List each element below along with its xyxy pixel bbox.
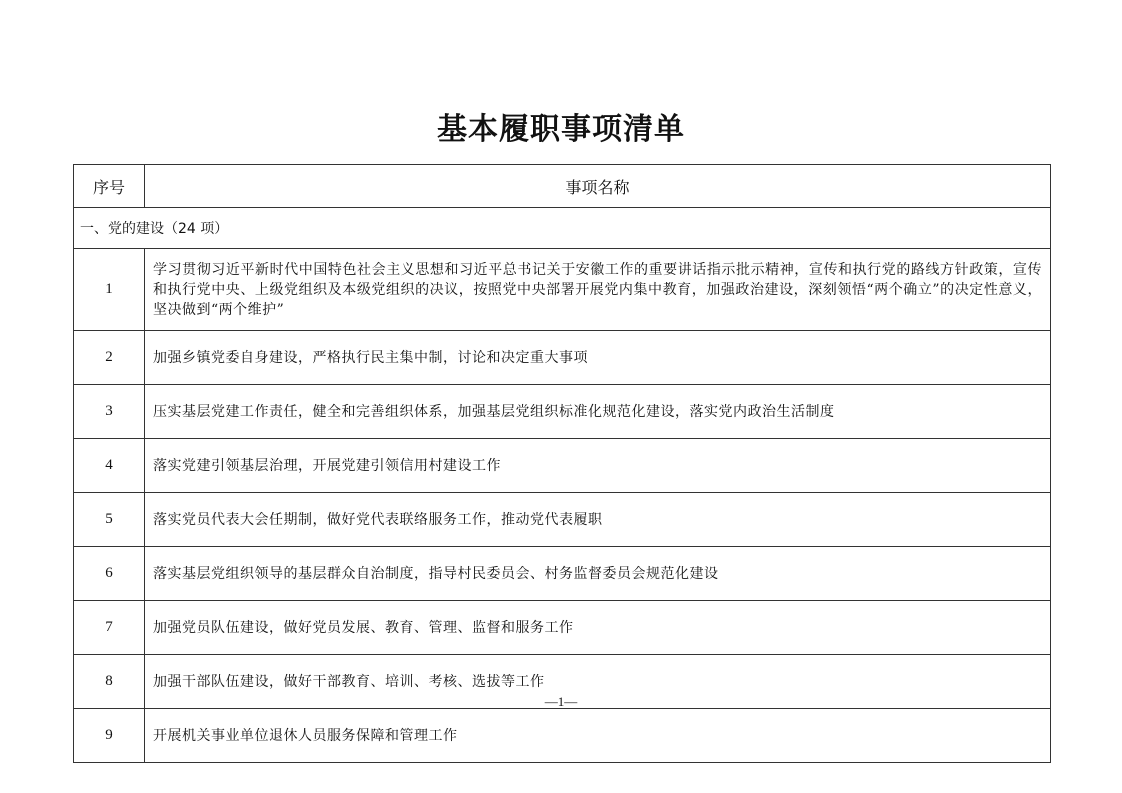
page-number: —1— bbox=[544, 694, 578, 709]
item-number: 1 bbox=[74, 249, 145, 331]
item-text: 加强干部队伍建设，做好干部教育、培训、考核、选拔等工作 bbox=[145, 655, 1051, 709]
item-text: 加强党员队伍建设，做好党员发展、教育、管理、监督和服务工作 bbox=[145, 601, 1051, 655]
item-text: 落实党员代表大会任期制，做好党代表联络服务工作，推动党代表履职 bbox=[145, 493, 1051, 547]
item-number: 9 bbox=[74, 709, 145, 763]
item-number: 6 bbox=[74, 547, 145, 601]
item-text: 学习贯彻习近平新时代中国特色社会主义思想和习近平总书记关于安徽工作的重要讲话指示批示精神，宣传和执行党的路线方针政策，宣传和执行党中央、上级党组织及本级党组织的决议，按照党中央部署开展党内集中教育，加强政治建设，深刻领悟“两个确立”的决定性意义，坚决做到“两个维护” bbox=[145, 249, 1051, 331]
item-number: 7 bbox=[74, 601, 145, 655]
table-row bbox=[74, 601, 1051, 655]
item-text: 压实基层党建工作责任，健全和完善组织体系，加强基层党组织标准化规范化建设，落实党内政治生活制度 bbox=[145, 385, 1051, 439]
header-number: 序号 bbox=[74, 165, 145, 208]
table-row bbox=[74, 493, 1051, 547]
duty-list-table bbox=[73, 164, 1051, 763]
item-number: 2 bbox=[74, 331, 145, 385]
section-title: 一、党的建设（24 项） bbox=[74, 208, 1051, 249]
item-text: 加强乡镇党委自身建设，严格执行民主集中制，讨论和决定重大事项 bbox=[145, 331, 1051, 385]
item-number: 8 bbox=[74, 655, 145, 709]
table-row bbox=[74, 547, 1051, 601]
table-row bbox=[74, 249, 1051, 331]
page-title: 基本履职事项清单 bbox=[437, 112, 685, 147]
item-text: 落实基层党组织领导的基层群众自治制度，指导村民委员会、村务监督委员会规范化建设 bbox=[145, 547, 1051, 601]
table-row bbox=[74, 331, 1051, 385]
table-row bbox=[74, 385, 1051, 439]
item-text: 落实党建引领基层治理，开展党建引领信用村建设工作 bbox=[145, 439, 1051, 493]
header-name: 事项名称 bbox=[145, 165, 1051, 208]
item-text: 开展机关事业单位退休人员服务保障和管理工作 bbox=[145, 709, 1051, 763]
item-number: 4 bbox=[74, 439, 145, 493]
section-row bbox=[74, 208, 1051, 249]
item-number: 3 bbox=[74, 385, 145, 439]
item-number: 5 bbox=[74, 493, 145, 547]
table-header-row bbox=[74, 165, 1051, 208]
table-row bbox=[74, 709, 1051, 763]
table-row bbox=[74, 439, 1051, 493]
